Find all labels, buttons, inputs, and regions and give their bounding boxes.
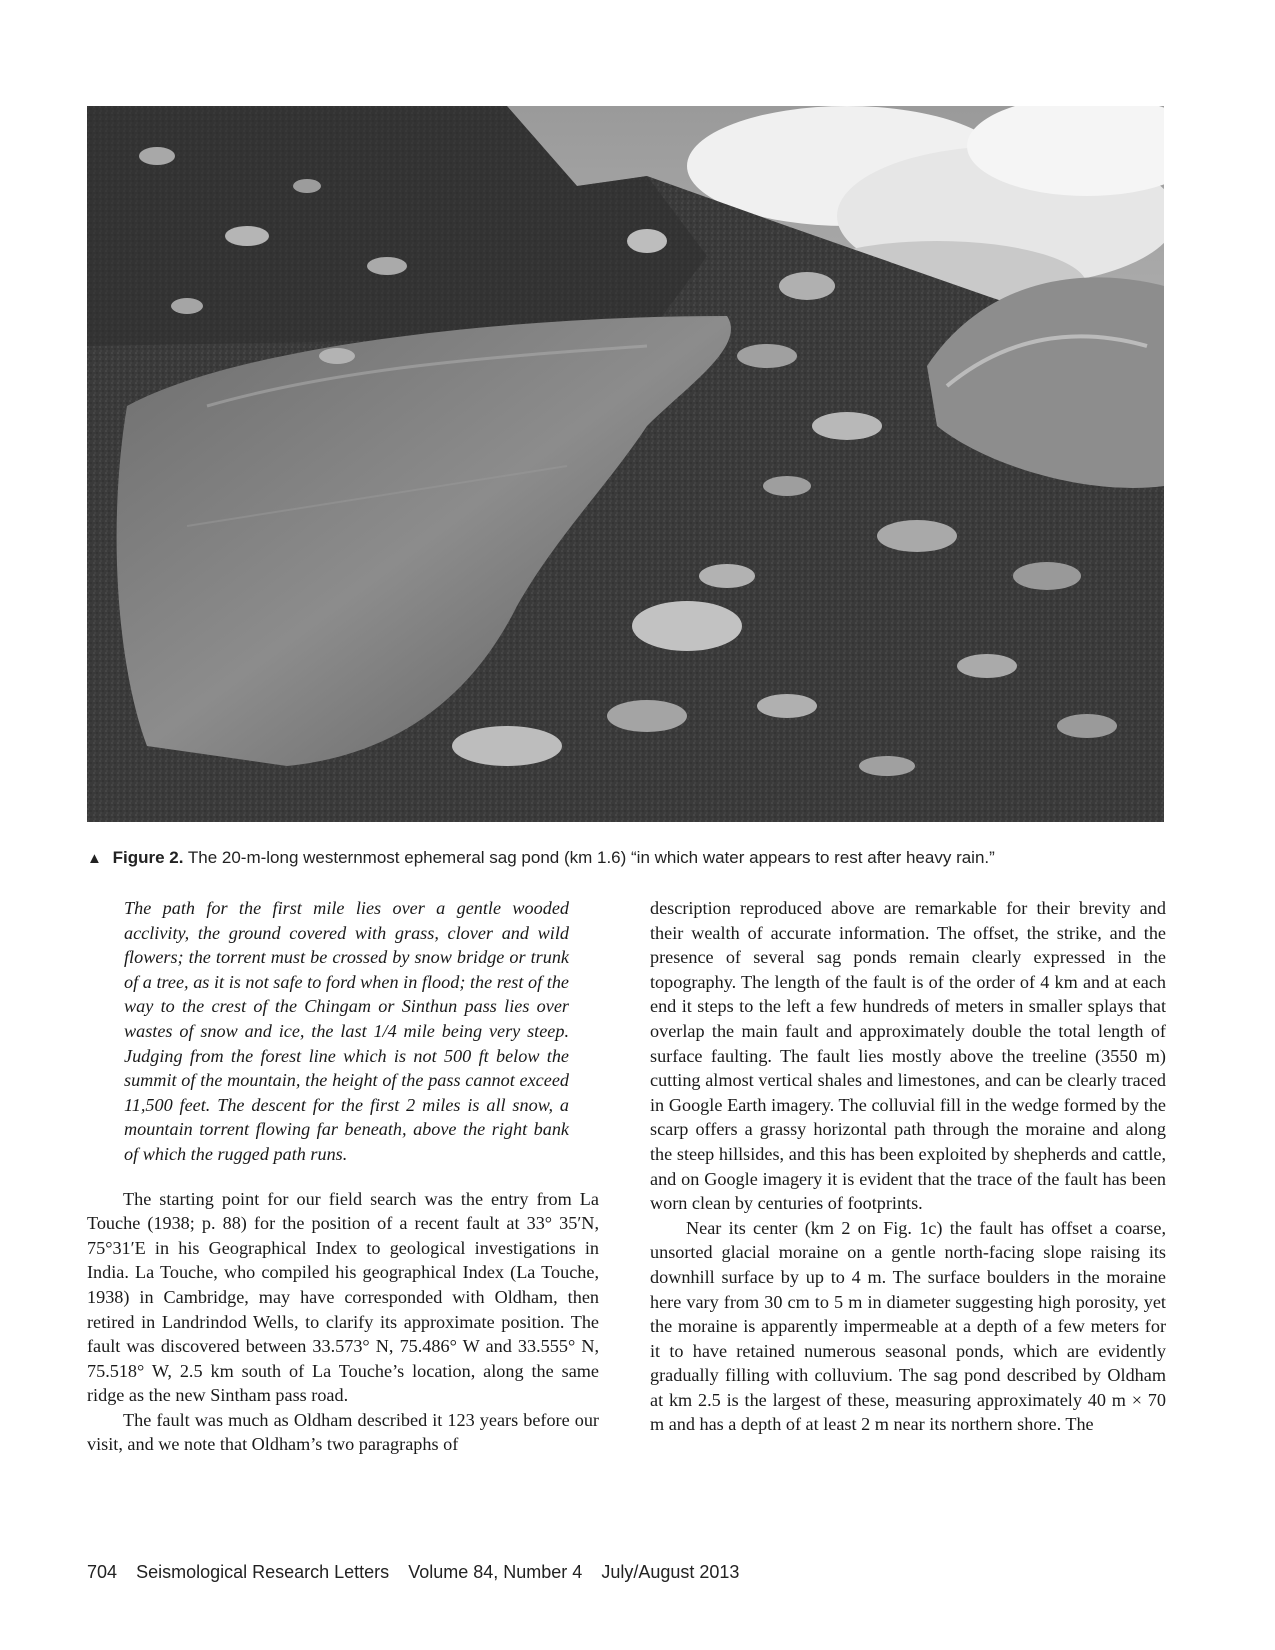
- figure-label: Figure 2.: [112, 848, 184, 867]
- journal-name: Seismological Research Letters: [136, 1562, 390, 1582]
- page-footer: [87, 1562, 753, 1583]
- issue-date: July/August 2013: [601, 1562, 740, 1582]
- right-column: [650, 896, 1166, 1437]
- paragraph: Near its center (km 2 on Fig. 1c) the fault has offset a coarse, unsorted glacial moraine on a gentle north-facing slope raising its downhill surface by up to 4 m. The surface boulders in the moraine here vary from 30 cm to 5 m in diameter suggesting high porosity, yet the moraine is apparently impermeable at a depth of a few meters for it to have retained numerous seasonal ponds, which are evidently gradually filling with colluvium. The sag pond described by Oldham at km 2.5 is the largest of these, measuring approximately 40 m × 70 m and has a depth of at least 2 m near its northern shore. The: [650, 1217, 1166, 1435]
- paragraph: The fault was much as Oldham described it 123 years before our visit, and we note that Oldham’s two paragraphs of: [87, 1409, 599, 1455]
- block-quote: The path for the first mile lies over a gentle wooded acclivity, the ground covered with grass, clover and wild flowers; the torrent must be crossed by snow bridge or trunk of a tree, as it is not safe to ford when in flood; the rest of the way to the crest of the Chingam or Sinthun pass lies over wastes of snow and ice, the last 1/4 mile being very steep. Judging from the forest line which is not 500 ft below the summit of the mountain, the height of the pass cannot exceed 11,500 feet. The descent for the first 2 miles is all snow, a mountain torrent flowing far beneath, above the right bank of which the rugged path runs.: [124, 898, 569, 1164]
- left-column: [87, 896, 599, 1457]
- figure-caption-text: The 20-m-long westernmost ephemeral sag pond (km 1.6) “in which water appears to rest after heavy rain.”: [187, 848, 995, 867]
- page-number: 704: [87, 1562, 118, 1582]
- paragraph: description reproduced above are remarkable for their brevity and their wealth of accurate information. The offset, the strike, and the presence of several sag ponds remain clearly expressed in the topography. The length of the fault is of the order of 4 km and at each end it steps to the left a few hundreds of meters in smaller splays that overlap the main fault and approximately double the total length of surface faulting. The fault lies mostly above the treeline (3550 m) cutting almost vertical shales and limestones, and can be clearly traced in Google Earth imagery. The colluvial fill in the wedge formed by the scarp offers a grassy horizontal path through the moraine and along the steep hillsides, and this has been exploited by shepherds and cattle, and on Google imagery it is evident that the trace of the fault has been worn clean by centuries of footprints.: [650, 898, 1166, 1214]
- figure-caption: [87, 848, 1187, 868]
- paragraph: The starting point for our field search was the entry from La Touche (1938; p. 88) for the position of a recent fault at 33° 35′N, 75°31′E in his Geographical Index to geological investigations in India. La Touche, who compiled his geographical Index (La Touche, 1938) in Cambridge, may have corresponded with Oldham, then retired in Landrindod Wells, to clarify its approximate position. The fault was discovered between 33.573° N, 75.486° W and 33.555° N, 75.518° W, 2.5 km south of La Touche’s location, along the same ridge as the new Sintham pass road.: [87, 1188, 599, 1406]
- volume-info: Volume 84, Number 4: [408, 1562, 583, 1582]
- sag-pond-photo: [87, 106, 1164, 822]
- figure-photo: [87, 106, 1164, 822]
- triangle-icon: ▲: [87, 850, 102, 867]
